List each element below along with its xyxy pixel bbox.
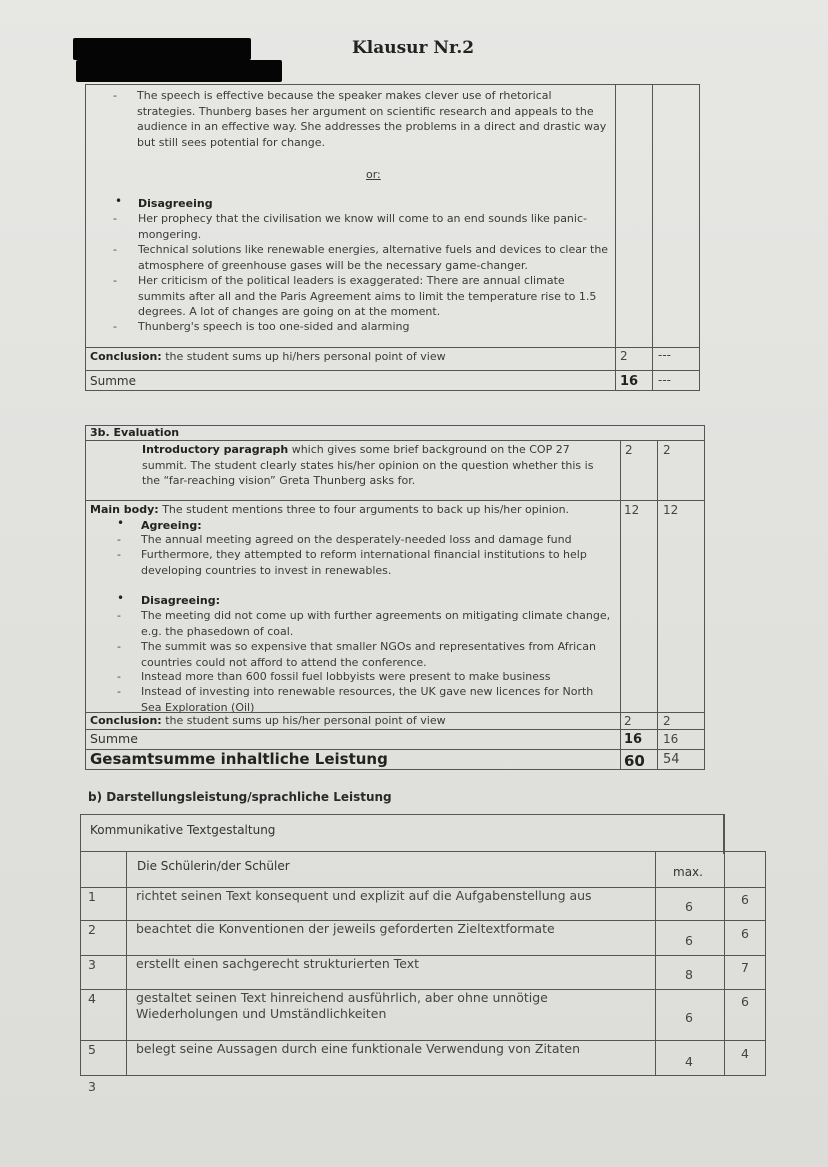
gesamtsumme-score: 54 bbox=[663, 752, 680, 767]
or-label: or: bbox=[366, 168, 381, 181]
redaction-bar-name bbox=[73, 38, 251, 60]
kt-row-max: 6 bbox=[685, 1010, 693, 1025]
exam-page: Klausur Nr.2 - The speech is effective because the speaker makes clever use of rhetorical strategies. Thunberg bases her argument on scientific research and appeals to the audience in an effective way. She addresses the problems in a direct and drastic way but still sees potential for change. or: • Disagreeing - Her prophecy that the civilisation we know will come to an end sounds like panic-mongering. - Technical solutions like renewable energies, alternative fuels and devices to clear the atmosphere of greenhouse gases will be the necessary game-changer. - Her criticism of the political leaders is exaggerated: There are annual climate summits after all and the Paris Agreement aims to limit the temperature rise to 1.5 degrees. A lot of changes are going on at the moment. - Thunberg's speech is too one-sided and alarming Conclusion: the student sums up hi/hers personal point of view 2 --- Summe 16 --- 3b. Evaluation Introductory paragraph which gives some brief background on the COP 27 summit. The student clearly states his/her opinion on the question whether this is the “far-reaching vision” Greta Thunberg asks for. 2 2 Main body: The student mentions three to four arguments to back up his/her opinion. 12 12 • Agreeing: - The annual meeting agreed on the desperately-needed loss and damage fund - Furthermore, they attempted to reform international financial institutions to help developing countries to invest in renewables. • Disagreeing: - The meeting did not come up with further agreements on mitigating climate change, e.g. the phasedown of coal. - The summit was so expensive that smaller NGOs and representatives from African countries could not afford to attend the conference. - Instead more than 600 fossil fuel lobbyists were present to make business - Instead of investing into renewable resources, the UK gave new licences for North Sea Exploration (Oil) Conclusion: the student sums up his/her personal point of view 2 2 Summe 16 16 Gesamtsumme inhaltliche Leistung 60 54 b) Darstellungsleistung/sprachliche Leistung Kommunikative Textgestaltung Die Schülerin/der Schüler max. 1 richtet seinen Text konsequent und explizit auf die Aufgabenstellung aus 6 6 2 beachtet die Konventionen der jeweils geforderten Zieltextformate 6 6 3 erstellt einen sachgerecht strukturierten Text 8 7 4 gestaltet seinen Text hinreichend ausführlich, aber ohne unnötige Wiederholungen und Umständlichkeiten 6 6 5 belegt seine Aussagen durch eine funktionale Verwendung von Zitaten 4 4 3 bbox=[0, 0, 828, 1167]
kt-row-score: 6 bbox=[741, 994, 749, 1009]
eval-summe-score: 16 bbox=[663, 732, 679, 746]
eval-conclusion-max: 2 bbox=[624, 714, 632, 728]
kt-row-text: erstellt einen sachgerecht strukturierten Text bbox=[136, 956, 419, 971]
kt-row-text: gestaltet seinen Text hinreichend ausführlich, aber ohne unnötige Wiederholungen und Umständlichkeiten bbox=[136, 990, 548, 1021]
kt-row-number: 3 bbox=[88, 957, 96, 972]
intro-max: 2 bbox=[625, 443, 633, 457]
kt-column-header: Die Schülerin/der Schüler bbox=[137, 859, 290, 873]
kt-row-max: 6 bbox=[685, 899, 693, 914]
main-body-max: 12 bbox=[624, 503, 640, 517]
eval-conclusion-row: Conclusion: the student sums up his/her personal point of view bbox=[90, 714, 446, 727]
list-item: The annual meeting agreed on the desperately-needed loss and damage fund bbox=[141, 533, 572, 546]
list-item: The meeting did not come up with further agreements on mitigating climate change, e.g. the phasedown of coal. bbox=[141, 609, 611, 638]
main-body-score: 12 bbox=[663, 503, 679, 517]
intro-score: 2 bbox=[663, 443, 671, 457]
gesamtsumme-label: Gesamtsumme inhaltliche Leistung bbox=[90, 750, 388, 768]
page-number: 3 bbox=[88, 1079, 96, 1094]
list-item: Instead of investing into renewable resources, the UK gave new licences for North Sea Exploration (Oil) bbox=[141, 685, 594, 714]
disagreeing-label: Disagreeing bbox=[138, 197, 213, 210]
eval-summe-label: Summe bbox=[90, 731, 138, 746]
conclusion-max: 2 bbox=[620, 349, 628, 363]
summe-label: Summe bbox=[90, 374, 136, 388]
kt-row-number: 1 bbox=[88, 889, 96, 904]
kt-row-score: 7 bbox=[741, 960, 749, 975]
eval-conclusion-score: 2 bbox=[663, 714, 671, 728]
kt-row-max: 8 bbox=[685, 967, 693, 982]
kt-row-text: richtet seinen Text konsequent und explizit auf die Aufgabenstellung aus bbox=[136, 888, 592, 903]
evaluation-heading: 3b. Evaluation bbox=[90, 426, 180, 439]
agreeing-label: Agreeing: bbox=[141, 519, 202, 532]
section-b-title: b) Darstellungsleistung/sprachliche Leistung bbox=[88, 790, 392, 804]
kt-row-number: 5 bbox=[88, 1042, 96, 1057]
eval-summe-max: 16 bbox=[624, 732, 643, 747]
effective-speech-text: The speech is effective because the speaker makes clever use of rhetorical strategies. Thunberg bases her argument on scientific research and appeals to the audience in an effective way. She addresses the problems in a direct and drastic way but still sees potential for change. bbox=[137, 89, 607, 149]
conclusion-row: Conclusion: the student sums up hi/hers personal point of view bbox=[90, 350, 446, 363]
kt-row-text: belegt seine Aussagen durch eine funktionale Verwendung von Zitaten bbox=[136, 1041, 580, 1056]
conclusion-score: --- bbox=[658, 348, 671, 362]
list-item: Technical solutions like renewable energies, alternative fuels and devices to clear the atmosphere of greenhouse gases will be the necessary game-changer. bbox=[138, 243, 609, 272]
list-item: Her criticism of the political leaders is exaggerated: There are annual climate summits after all and the Paris Agreement aims to limit the temperature rise to 1.5 degrees. A lot of changes are going on at the moment. bbox=[138, 274, 597, 318]
bullet: • bbox=[115, 194, 123, 208]
list-item: Her prophecy that the civilisation we know will come to an end sounds like panic-mongering. bbox=[138, 212, 587, 241]
kt-row-max: 6 bbox=[685, 933, 693, 948]
kt-row-number: 2 bbox=[88, 922, 96, 937]
kt-row-number: 4 bbox=[88, 991, 96, 1006]
main-body-text: Main body: The student mentions three to four arguments to back up his/her opinion. bbox=[90, 503, 570, 516]
dash: - bbox=[113, 89, 117, 102]
kt-row-text: beachtet die Konventionen der jeweils geforderten Zieltextformate bbox=[136, 921, 555, 936]
list-item: Thunberg's speech is too one-sided and alarming bbox=[138, 320, 410, 333]
kt-row-score: 6 bbox=[741, 892, 749, 907]
kt-row-max: 4 bbox=[685, 1054, 693, 1069]
redaction-bar-class bbox=[76, 60, 282, 82]
kt-heading: Kommunikative Textgestaltung bbox=[90, 823, 276, 837]
list-item: The summit was so expensive that smaller NGOs and representatives from African countries could not afford to attend the conference. bbox=[141, 640, 596, 669]
gesamtsumme-max: 60 bbox=[624, 752, 645, 770]
list-item: Instead more than 600 fossil fuel lobbyists were present to make business bbox=[141, 670, 551, 683]
summe-max: 16 bbox=[620, 374, 639, 389]
kt-row-score: 6 bbox=[741, 926, 749, 941]
disagreeing-label: Disagreeing: bbox=[141, 594, 220, 607]
kt-row-score: 4 bbox=[741, 1046, 749, 1061]
summe-score: --- bbox=[658, 373, 671, 387]
exam-title: Klausur Nr.2 bbox=[352, 38, 475, 58]
intro-paragraph-text: Introductory paragraph which gives some brief background on the COP 27 summit. The student clearly states his/her opinion on the question whether this is the “far-reaching vision” Greta Thunberg asks for. bbox=[142, 443, 594, 487]
list-item: Furthermore, they attempted to reform international financial institutions to help developing countries to invest in renewables. bbox=[141, 548, 587, 577]
kt-max-header: max. bbox=[673, 865, 703, 879]
